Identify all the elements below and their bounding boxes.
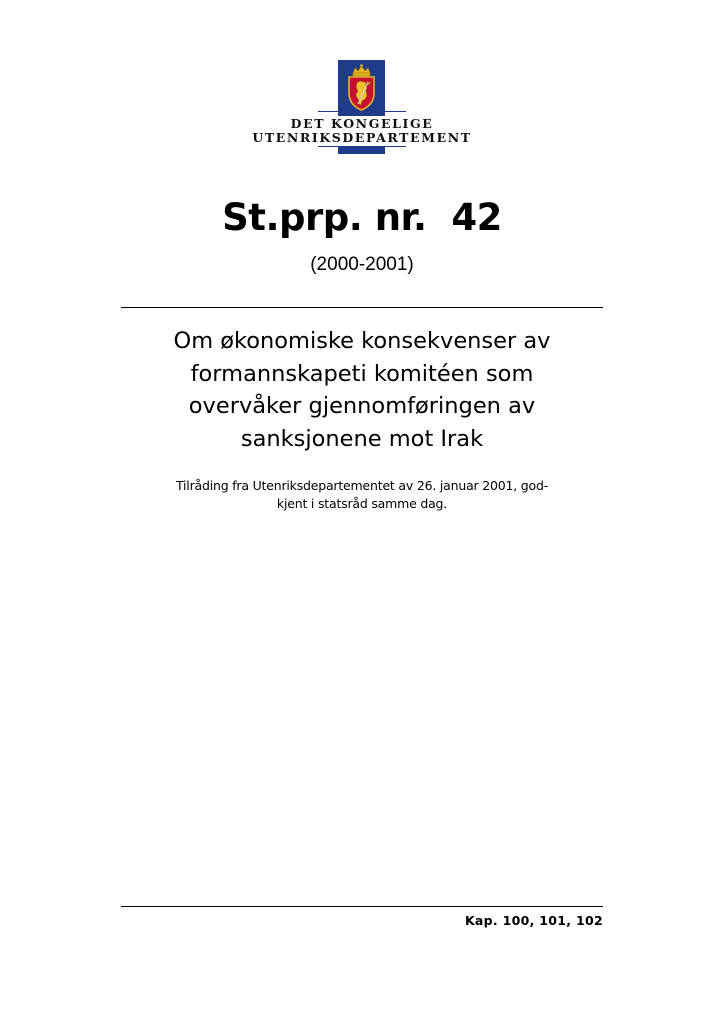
subject-line: overvåker gjennomføringen av — [188, 393, 536, 419]
divider-top — [121, 307, 603, 308]
logo-base-bar — [338, 147, 385, 154]
recommendation-line: kjent i statsråd samme dag. — [276, 496, 448, 511]
chapter-numbers: Kap. 100, 101, 102 — [464, 913, 603, 928]
ministry-name-line2: UTENRIKSDEPARTEMENT — [252, 130, 472, 145]
logo-rule-top — [318, 111, 406, 112]
subject-line: formannskapeti komitéen som — [190, 360, 534, 387]
subject-line: sanksjonene mot Irak — [240, 425, 484, 452]
subject-line: Om økonomiske konsekvenser av — [173, 328, 551, 354]
recommendation-line: Tilråding fra Utenriksdepartementet av 26. januar 2001, god- — [175, 478, 549, 493]
divider-bottom — [121, 906, 603, 907]
norwegian-coat-of-arms-icon — [338, 60, 385, 116]
recommendation-text — [150, 477, 574, 513]
session-years: (2000-2001) — [310, 254, 414, 275]
document-title: St.prp. nr. 42 — [222, 196, 502, 239]
ministry-name-line1: DET KONGELIGE — [290, 116, 434, 131]
coat-of-arms-logo — [338, 60, 385, 116]
document-subject — [150, 325, 574, 455]
